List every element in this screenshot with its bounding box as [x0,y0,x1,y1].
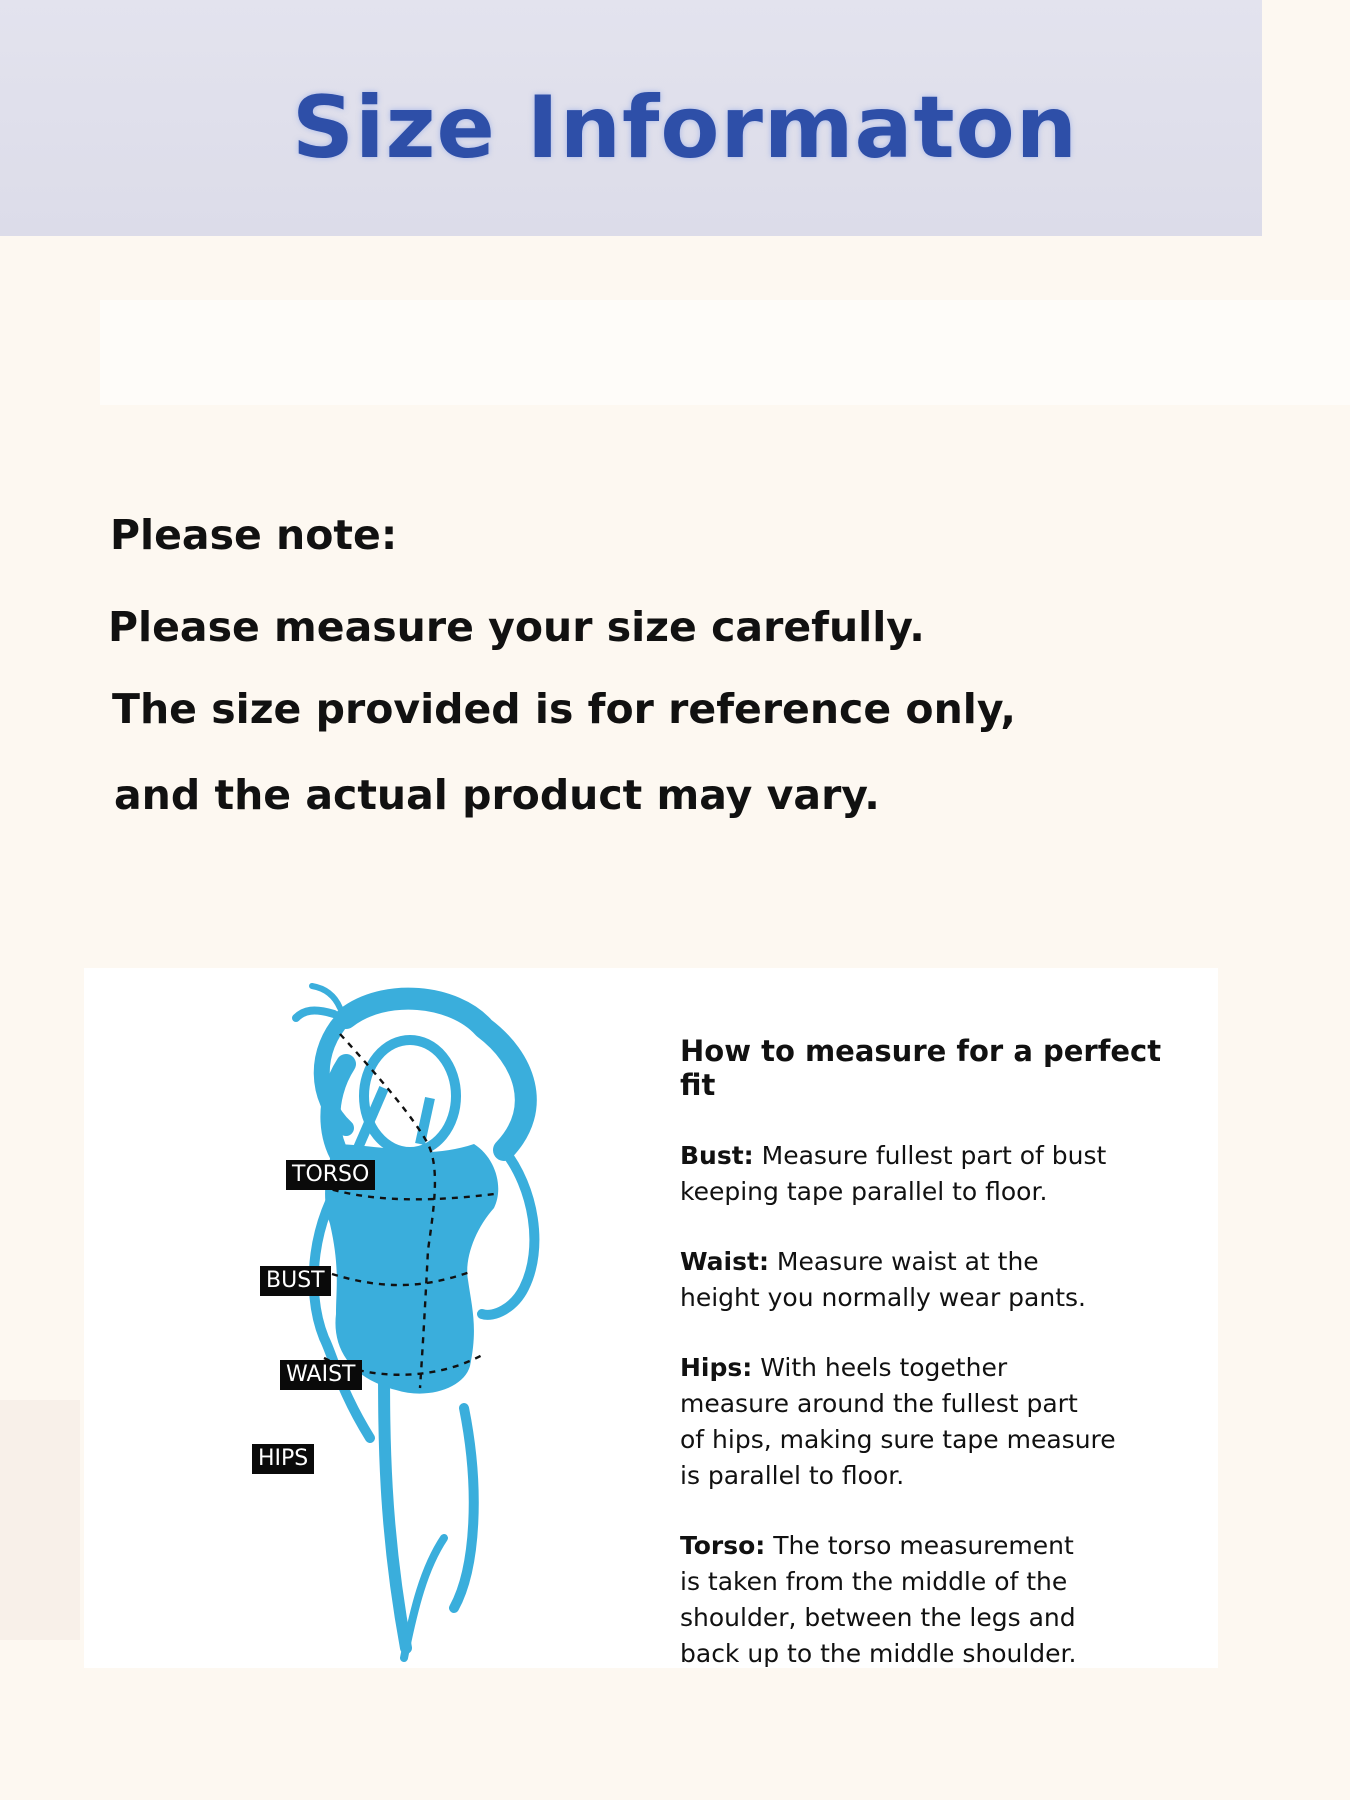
note-heading: Please note: [110,511,398,559]
hips-label: HIPS [252,1444,314,1474]
hips-instruction [680,1350,1200,1494]
instruction-text: keeping tape parallel to floor. [680,1177,1048,1206]
torso-instruction [680,1528,1200,1672]
measure-guide-card [84,968,1218,1668]
torso-term: Torso: [680,1531,766,1560]
hips-term: Hips: [680,1353,753,1382]
measure-instructions [680,1034,1200,1706]
note-line: The size provided is for reference only, [112,685,1016,733]
bust-label: BUST [260,1266,331,1296]
waist-term: Waist: [680,1247,769,1276]
note-line: and the actual product may vary. [114,771,880,819]
instruction-text: back up to the middle shoulder. [680,1639,1077,1668]
note-block [110,510,1016,820]
instruction-text: of hips, making sure tape measure [680,1425,1116,1454]
instruction-text: With heels together [760,1353,1008,1382]
background-panel [0,1400,80,1640]
torso-label: TORSO [286,1160,375,1190]
note-line: Please measure your size carefully. [108,603,925,651]
header-banner [0,0,1262,236]
instruction-text: Measure fullest part of bust [761,1141,1107,1170]
bust-instruction [680,1138,1200,1210]
body-figure-illustration [84,968,644,1668]
instruction-text: is taken from the middle of the [680,1567,1068,1596]
background-panel [100,300,1350,405]
instruction-text: The torso measurement [773,1531,1074,1560]
waist-label: WAIST [280,1360,362,1390]
bust-term: Bust: [680,1141,754,1170]
instruction-text: measure around the fullest part [680,1389,1078,1418]
page-title: Size Informaton [292,78,1078,178]
instruction-text: Measure waist at the [776,1247,1039,1276]
instruction-text: is parallel to floor. [680,1461,905,1490]
measure-title: How to measure for a perfect fit [680,1034,1162,1102]
waist-instruction [680,1244,1200,1316]
instruction-text: height you normally wear pants. [680,1283,1086,1312]
instruction-text: shoulder, between the legs and [680,1603,1076,1632]
